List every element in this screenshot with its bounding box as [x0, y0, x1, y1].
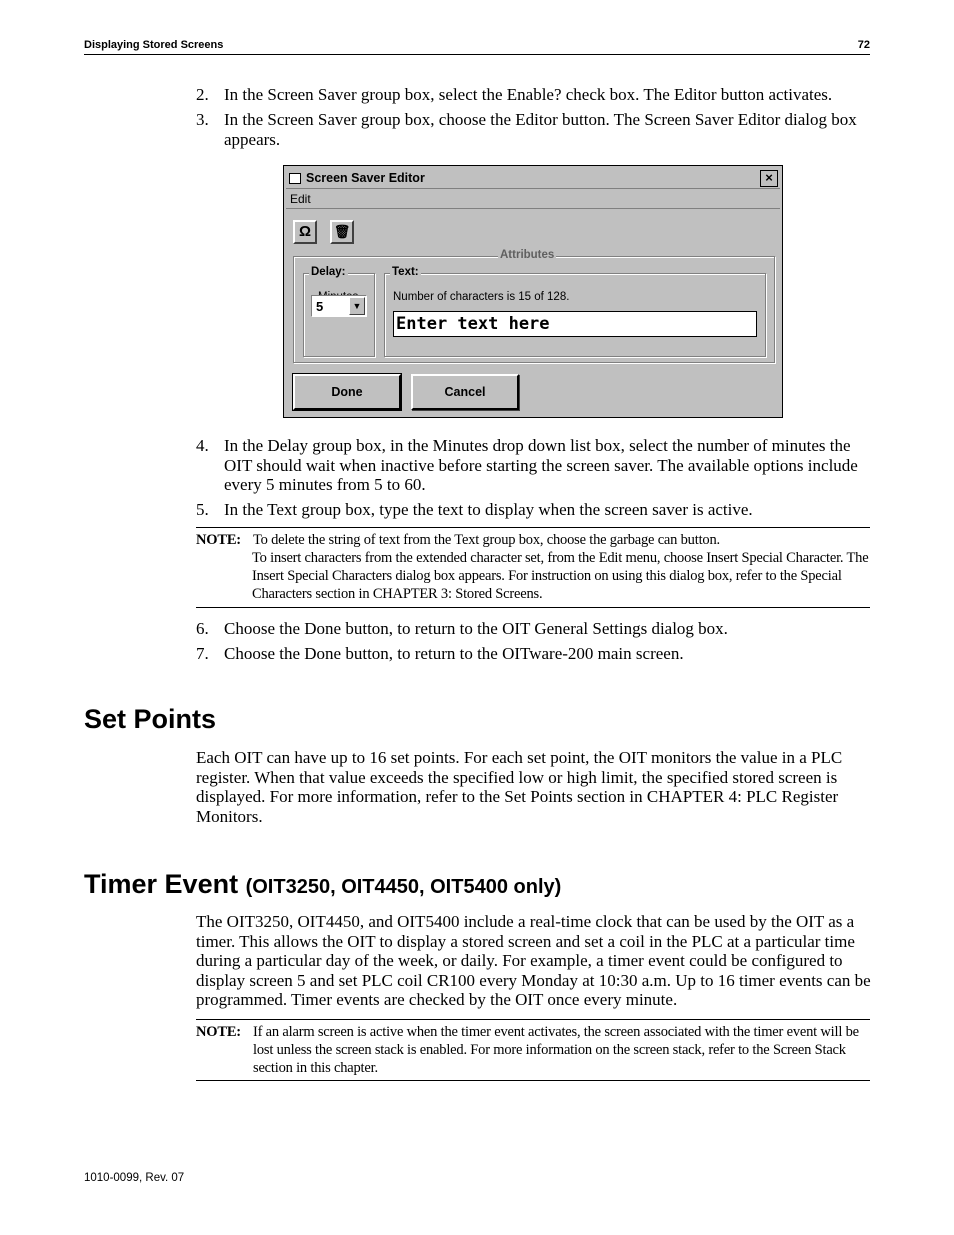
step-number: 5. [196, 500, 209, 519]
step-number: 6. [196, 619, 209, 638]
header-section-title: Displaying Stored Screens [84, 39, 224, 51]
step-number: 7. [196, 644, 209, 663]
note-text: If an alarm screen is active when the timer event activates, the screen associated with the timer event will be lost unless the screen stack is enabled. For more information on the screen stack, refer to the Screen Stack section in this chapter. [253, 1024, 859, 1076]
done-button-label: Done [331, 385, 363, 399]
timer-event-heading [84, 868, 561, 903]
step-text: In the Text group box, type the text to display when the screen saver is active. [224, 500, 753, 519]
note-label: NOTE: [196, 1024, 241, 1040]
footer-doc-id: 1010-0099, Rev. 07 [84, 1172, 185, 1184]
done-button[interactable] [293, 374, 401, 410]
note-text: To insert characters from the extended character set, from the Edit menu, choose Insert Special Character. The Insert Special Characters dialog box appears. For instruction on using this dialog box, refer to the Special Characters section in CHAPTER 3: Stored Screens. [252, 550, 869, 602]
text-label: Text: [392, 266, 419, 278]
note-box [196, 527, 870, 608]
character-count: Number of characters is 15 of 128. [393, 291, 570, 303]
chevron-down-icon[interactable]: ▼ [349, 297, 365, 315]
cancel-button-label: Cancel [444, 385, 486, 399]
special-character-button[interactable] [293, 220, 317, 244]
dialog-title-bar [286, 168, 780, 189]
close-icon[interactable]: × [760, 170, 778, 187]
set-points-body: Each OIT can have up to 16 set points. For each set point, the OIT monitors the value in a PLC register. When that value exceeds the specified low or high limit, the specified stored screen is displayed. For more information, refer to the Set Points section in CHAPTER 4: PLC Register Monitors. [196, 748, 843, 826]
step-number: 4. [196, 436, 209, 455]
step-number: 3. [196, 110, 209, 129]
step-4 [196, 436, 870, 495]
step-text: In the Delay group box, in the Minutes drop down list box, select the number of minutes the OIT should wait when inactive before starting the screen saver. The available options include every 5 minutes from 5 to 60. [224, 436, 858, 494]
minutes-dropdown[interactable] [311, 295, 367, 317]
step-7 [196, 644, 870, 664]
timer-event-models: (OIT3250, OIT4450, OIT5400 only) [245, 876, 562, 898]
menu-bar [286, 190, 780, 209]
step-number: 2. [196, 85, 209, 104]
attributes-label: Attributes [500, 249, 555, 261]
note-text: To delete the string of text from the Text group box, choose the garbage can button. [253, 532, 720, 548]
attributes-group [293, 249, 775, 363]
note-label: NOTE: [196, 532, 241, 548]
step-5 [196, 500, 870, 520]
cancel-button[interactable] [411, 374, 519, 410]
header-page-number: 72 [857, 39, 870, 51]
delay-label: Delay: [311, 266, 346, 278]
step-3 [196, 110, 870, 149]
step-2 [196, 85, 870, 105]
minutes-selected-value: 5 [316, 299, 324, 314]
trash-icon: 🗑 [333, 224, 351, 239]
omega-icon: Ω [298, 223, 312, 240]
window-icon [289, 173, 301, 184]
step-text: Choose the Done button, to return to the OITware-200 main screen. [224, 644, 684, 663]
menu-edit[interactable]: Edit [290, 192, 311, 206]
step-text: In the Screen Saver group box, select the Enable? check box. The Editor button activates. [224, 85, 833, 104]
text-group [384, 266, 766, 357]
timer-event-body: The OIT3250, OIT4450, and OIT5400 include a real-time clock that can be used by the OIT as a timer. This allows the OIT to display a stored screen and set a coil in the PLC at a particular time during a particular day of the week, or daily. For example, a timer event could be configured to display screen 5 and set PLC coil CR100 every Monday at 10:30 a.m. Up to 16 timer events can be programmed. Timer events are checked by the OIT once every minute. [196, 912, 871, 1010]
step-text: In the Screen Saver group box, choose the Editor button. The Screen Saver Editor dialog box appears. [224, 110, 857, 149]
delete-text-button[interactable] [330, 220, 354, 244]
timer-event-title: Timer Event [84, 869, 239, 899]
screen-saver-editor-dialog [283, 165, 783, 418]
set-points-heading: Set Points [84, 704, 217, 734]
page-header [84, 38, 870, 55]
dialog-title: Screen Saver Editor [306, 171, 425, 185]
step-text: Choose the Done button, to return to the OIT General Settings dialog box. [224, 619, 728, 638]
screen-saver-text-input[interactable]: Enter text here [393, 311, 757, 337]
note-box [196, 1019, 870, 1081]
step-6 [196, 619, 870, 639]
